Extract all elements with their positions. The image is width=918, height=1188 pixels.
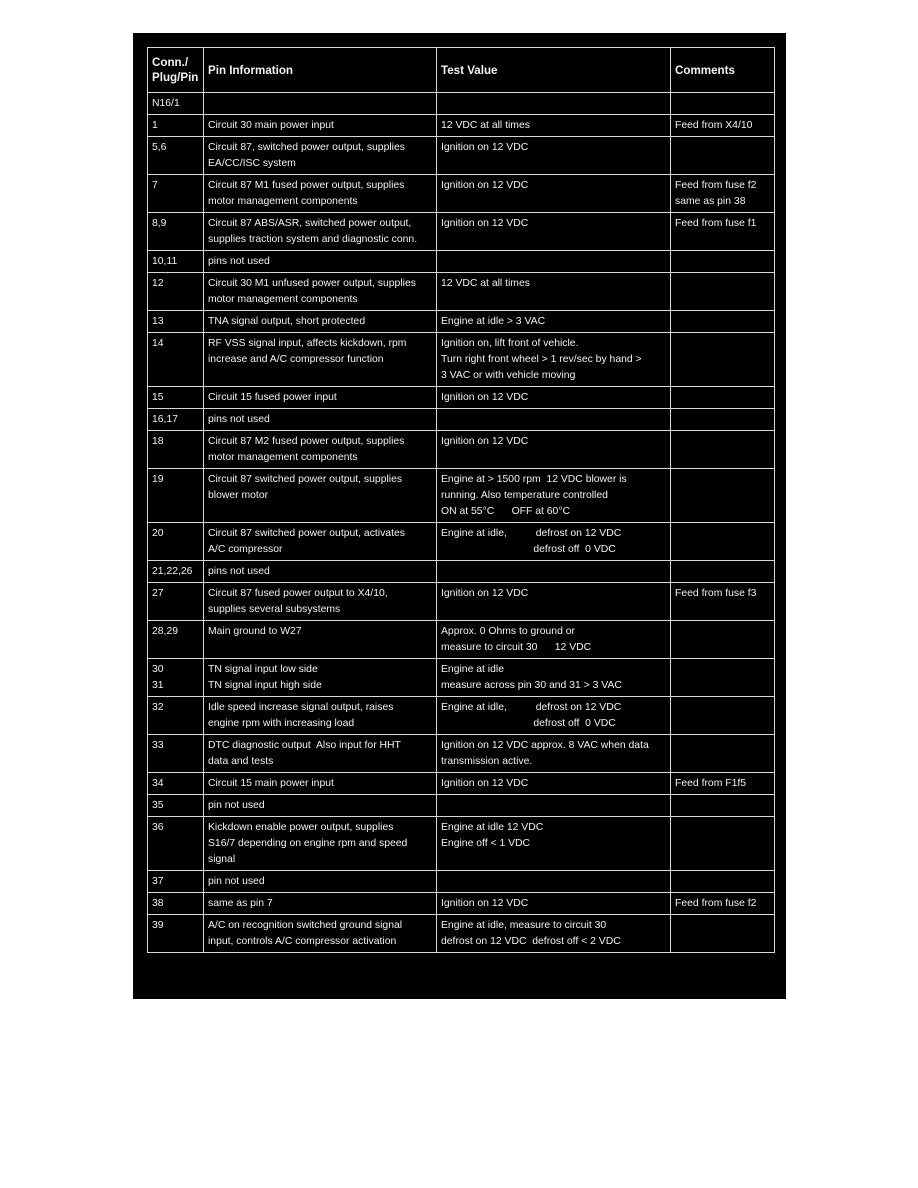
cell-line: defrost on 12 VDC defrost off < 2 VDC bbox=[441, 936, 621, 947]
pin-cell bbox=[148, 697, 204, 735]
cell-line: ON at 55°C OFF at 60°C bbox=[441, 506, 570, 517]
cell-line: TN signal input low side bbox=[208, 664, 318, 675]
cell-line: RF VSS signal input, affects kickdown, rpm bbox=[208, 338, 407, 349]
comment-cell bbox=[671, 387, 775, 409]
cell-line: signal bbox=[208, 854, 236, 865]
cell-line: Main ground to W27 bbox=[208, 626, 302, 637]
table-row bbox=[148, 795, 775, 817]
cell-line: 30 bbox=[152, 664, 164, 675]
test-value-cell bbox=[437, 137, 671, 175]
table-row bbox=[148, 893, 775, 915]
pin-table bbox=[147, 47, 775, 953]
test-value-cell bbox=[437, 523, 671, 561]
cell-line: Engine at idle, defrost on 12 VDC bbox=[441, 702, 622, 713]
test-value-cell bbox=[437, 251, 671, 273]
table-row bbox=[148, 137, 775, 175]
cell-line: Feed from X4/10 bbox=[675, 120, 753, 131]
cell-line: Ignition on 12 VDC bbox=[441, 778, 529, 789]
table-row bbox=[148, 915, 775, 953]
cell-line: 21,22,26 bbox=[152, 566, 193, 577]
cell-line: Circuit 87, switched power output, supplies bbox=[208, 142, 405, 153]
cell-line: 18 bbox=[152, 436, 164, 447]
cell-line: 3 VAC or with vehicle moving bbox=[441, 370, 576, 381]
cell-line: A/C compressor bbox=[208, 544, 283, 555]
test-value-cell bbox=[437, 795, 671, 817]
pin-cell bbox=[148, 137, 204, 175]
cell-line: 10,11 bbox=[152, 256, 178, 267]
cell-line: 28,29 bbox=[152, 626, 179, 637]
cell-line: Feed from fuse f3 bbox=[675, 588, 757, 599]
pin-cell bbox=[148, 583, 204, 621]
cell-line: Engine at idle > 3 VAC bbox=[441, 316, 546, 327]
comment-cell bbox=[671, 735, 775, 773]
test-value-cell bbox=[437, 431, 671, 469]
cell-line: engine rpm with increasing load bbox=[208, 718, 355, 729]
table-body bbox=[148, 93, 775, 953]
pin-cell bbox=[148, 523, 204, 561]
comment-cell bbox=[671, 137, 775, 175]
comment-cell bbox=[671, 583, 775, 621]
pin-cell bbox=[148, 431, 204, 469]
cell-line: Circuit 87 switched power output, supplies bbox=[208, 474, 403, 485]
cell-line: Ignition on 12 VDC bbox=[441, 588, 529, 599]
test-value-cell bbox=[437, 773, 671, 795]
test-value-cell bbox=[437, 333, 671, 387]
header-comments: Comments bbox=[671, 48, 775, 93]
comment-cell bbox=[671, 409, 775, 431]
cell-line: 12 VDC at all times bbox=[441, 120, 530, 131]
table-row bbox=[148, 431, 775, 469]
table-row bbox=[148, 387, 775, 409]
comment-cell bbox=[671, 915, 775, 953]
comment-cell bbox=[671, 659, 775, 697]
cell-line: running. Also temperature controlled bbox=[441, 490, 608, 501]
table-row bbox=[148, 773, 775, 795]
pin-cell bbox=[148, 621, 204, 659]
cell-line: 34 bbox=[152, 778, 164, 789]
info-cell bbox=[204, 387, 437, 409]
cell-line: transmission active. bbox=[441, 756, 533, 767]
test-value-cell bbox=[437, 583, 671, 621]
header-test: Test Value bbox=[437, 48, 671, 93]
table-row bbox=[148, 273, 775, 311]
pin-cell bbox=[148, 311, 204, 333]
comment-cell bbox=[671, 697, 775, 735]
cell-line: 14 bbox=[152, 338, 164, 349]
cell-line: blower motor bbox=[208, 490, 269, 501]
table-row bbox=[148, 561, 775, 583]
cell-line: 39 bbox=[152, 920, 164, 931]
cell-line: Circuit 87 ABS/ASR, switched power output, bbox=[208, 218, 412, 229]
cell-line: Circuit 87 M1 fused power output, supplies bbox=[208, 180, 405, 191]
pin-cell bbox=[148, 251, 204, 273]
cell-line: pin not used bbox=[208, 876, 265, 887]
table-row bbox=[148, 213, 775, 251]
table-row bbox=[148, 175, 775, 213]
test-value-cell bbox=[437, 561, 671, 583]
info-cell bbox=[204, 561, 437, 583]
comment-cell bbox=[671, 251, 775, 273]
cell-line: same as pin 38 bbox=[675, 196, 746, 207]
comment-cell bbox=[671, 523, 775, 561]
pin-cell bbox=[148, 469, 204, 523]
header-row bbox=[148, 48, 775, 93]
info-cell bbox=[204, 773, 437, 795]
info-cell bbox=[204, 251, 437, 273]
cell-line: 38 bbox=[152, 898, 164, 909]
comment-cell bbox=[671, 273, 775, 311]
comment-cell bbox=[671, 333, 775, 387]
cell-line: 15 bbox=[152, 392, 164, 403]
test-value-cell bbox=[437, 893, 671, 915]
cell-line: Engine at idle, measure to circuit 30 bbox=[441, 920, 607, 931]
info-cell bbox=[204, 333, 437, 387]
cell-line: supplies traction system and diagnostic conn. bbox=[208, 234, 418, 245]
test-value-cell bbox=[437, 273, 671, 311]
pin-cell bbox=[148, 871, 204, 893]
pin-cell bbox=[148, 93, 204, 115]
cell-line: pins not used bbox=[208, 414, 270, 425]
cell-line: Ignition on 12 VDC bbox=[441, 436, 529, 447]
cell-line: Circuit 87 fused power output to X4/10, bbox=[208, 588, 388, 599]
table-row bbox=[148, 659, 775, 697]
cell-line: motor management components bbox=[208, 294, 358, 305]
info-cell bbox=[204, 311, 437, 333]
pin-cell bbox=[148, 175, 204, 213]
header-info: Pin Information bbox=[204, 48, 437, 93]
pin-cell bbox=[148, 817, 204, 871]
cell-line: defrost off 0 VDC bbox=[441, 718, 616, 729]
cell-line: Engine off < 1 VDC bbox=[441, 838, 531, 849]
cell-line: Circuit 87 M2 fused power output, supplies bbox=[208, 436, 405, 447]
table-row bbox=[148, 469, 775, 523]
cell-line: data and tests bbox=[208, 756, 274, 767]
pin-cell bbox=[148, 273, 204, 311]
info-cell bbox=[204, 621, 437, 659]
comment-cell bbox=[671, 115, 775, 137]
info-cell bbox=[204, 659, 437, 697]
cell-line: 33 bbox=[152, 740, 164, 751]
test-value-cell bbox=[437, 621, 671, 659]
info-cell bbox=[204, 735, 437, 773]
cell-line: measure across pin 30 and 31 > 3 VAC bbox=[441, 680, 622, 691]
test-value-cell bbox=[437, 213, 671, 251]
header-pin: Conn./ Plug/Pin bbox=[148, 48, 204, 93]
cell-line: Feed from fuse f2 bbox=[675, 180, 757, 191]
pin-cell bbox=[148, 659, 204, 697]
cell-line: motor management components bbox=[208, 452, 358, 463]
pin-cell bbox=[148, 115, 204, 137]
cell-line: Ignition on 12 VDC approx. 8 VAC when data bbox=[441, 740, 649, 751]
comment-cell bbox=[671, 621, 775, 659]
cell-line: 7 bbox=[152, 180, 158, 191]
cell-line: pins not used bbox=[208, 566, 270, 577]
test-value-cell bbox=[437, 311, 671, 333]
table-row bbox=[148, 871, 775, 893]
info-cell bbox=[204, 795, 437, 817]
pin-cell bbox=[148, 735, 204, 773]
cell-line: Ignition on 12 VDC bbox=[441, 392, 529, 403]
table-row bbox=[148, 621, 775, 659]
test-value-cell bbox=[437, 871, 671, 893]
comment-cell bbox=[671, 871, 775, 893]
pin-cell bbox=[148, 773, 204, 795]
table-row bbox=[148, 697, 775, 735]
cell-line: input, controls A/C compressor activation bbox=[208, 936, 397, 947]
pin-cell bbox=[148, 387, 204, 409]
info-cell bbox=[204, 213, 437, 251]
info-cell bbox=[204, 915, 437, 953]
cell-line: Circuit 15 fused power input bbox=[208, 392, 337, 403]
info-cell bbox=[204, 469, 437, 523]
cell-line: 16,17 bbox=[152, 414, 179, 425]
pin-cell bbox=[148, 915, 204, 953]
cell-line: EA/CC/ISC system bbox=[208, 158, 296, 169]
document-panel bbox=[133, 33, 786, 999]
pin-cell bbox=[148, 893, 204, 915]
comment-cell bbox=[671, 795, 775, 817]
cell-line: Circuit 15 main power input bbox=[208, 778, 334, 789]
table-row bbox=[148, 311, 775, 333]
cell-line: 32 bbox=[152, 702, 164, 713]
cell-line: TNA signal output, short protected bbox=[208, 316, 366, 327]
info-cell bbox=[204, 175, 437, 213]
test-value-cell bbox=[437, 735, 671, 773]
cell-line: S16/7 depending on engine rpm and speed bbox=[208, 838, 408, 849]
table-row bbox=[148, 583, 775, 621]
cell-line: Circuit 87 switched power output, activates bbox=[208, 528, 405, 539]
comment-cell bbox=[671, 561, 775, 583]
info-cell bbox=[204, 137, 437, 175]
cell-line: pin not used bbox=[208, 800, 265, 811]
cell-line: increase and A/C compressor function bbox=[208, 354, 384, 365]
cell-line: 35 bbox=[152, 800, 164, 811]
comment-cell bbox=[671, 213, 775, 251]
cell-line: N16/1 bbox=[152, 98, 180, 109]
test-value-cell bbox=[437, 409, 671, 431]
comment-cell bbox=[671, 469, 775, 523]
table-row bbox=[148, 115, 775, 137]
cell-line: Engine at idle, defrost on 12 VDC bbox=[441, 528, 622, 539]
info-cell bbox=[204, 523, 437, 561]
info-cell bbox=[204, 93, 437, 115]
pin-cell bbox=[148, 795, 204, 817]
comment-cell bbox=[671, 817, 775, 871]
cell-line: Circuit 30 M1 unfused power output, supplies bbox=[208, 278, 416, 289]
cell-line: 5,6 bbox=[152, 142, 167, 153]
table-row bbox=[148, 817, 775, 871]
pin-cell bbox=[148, 409, 204, 431]
table-row bbox=[148, 251, 775, 273]
cell-line: supplies several subsystems bbox=[208, 604, 341, 615]
cell-line: measure to circuit 30 12 VDC bbox=[441, 642, 592, 653]
cell-line: Feed from fuse f2 bbox=[675, 898, 757, 909]
cell-line: same as pin 7 bbox=[208, 898, 273, 909]
cell-line: Ignition on 12 VDC bbox=[441, 142, 529, 153]
cell-line: pins not used bbox=[208, 256, 270, 267]
cell-line: Approx. 0 Ohms to ground or bbox=[441, 626, 575, 637]
cell-line: Engine at idle 12 VDC bbox=[441, 822, 544, 833]
test-value-cell bbox=[437, 817, 671, 871]
test-value-cell bbox=[437, 915, 671, 953]
test-value-cell bbox=[437, 469, 671, 523]
pin-cell bbox=[148, 213, 204, 251]
info-cell bbox=[204, 409, 437, 431]
cell-line: defrost off 0 VDC bbox=[441, 544, 616, 555]
cell-line: TN signal input high side bbox=[208, 680, 322, 691]
comment-cell bbox=[671, 893, 775, 915]
table-row bbox=[148, 93, 775, 115]
cell-line: Engine at > 1500 rpm 12 VDC blower is bbox=[441, 474, 627, 485]
cell-line: 13 bbox=[152, 316, 164, 327]
info-cell bbox=[204, 871, 437, 893]
cell-line: Engine at idle bbox=[441, 664, 504, 675]
table-row bbox=[148, 523, 775, 561]
comment-cell bbox=[671, 175, 775, 213]
cell-line: Ignition on 12 VDC bbox=[441, 898, 529, 909]
cell-line: A/C on recognition switched ground signal bbox=[208, 920, 403, 931]
test-value-cell bbox=[437, 659, 671, 697]
cell-line: 31 bbox=[152, 680, 164, 691]
test-value-cell bbox=[437, 387, 671, 409]
info-cell bbox=[204, 431, 437, 469]
cell-line: DTC diagnostic output Also input for HHT bbox=[208, 740, 401, 751]
info-cell bbox=[204, 115, 437, 137]
test-value-cell bbox=[437, 93, 671, 115]
cell-line: Ignition on 12 VDC bbox=[441, 218, 529, 229]
cell-line: Turn right front wheel > 1 rev/sec by hand > bbox=[441, 354, 642, 365]
cell-line: 27 bbox=[152, 588, 164, 599]
comment-cell bbox=[671, 773, 775, 795]
cell-line: Kickdown enable power output, supplies bbox=[208, 822, 394, 833]
cell-line: Idle speed increase signal output, raises bbox=[208, 702, 394, 713]
table-row bbox=[148, 735, 775, 773]
table-row bbox=[148, 333, 775, 387]
cell-line: 1 bbox=[152, 120, 158, 131]
comment-cell bbox=[671, 93, 775, 115]
cell-line: Feed from F1f5 bbox=[675, 778, 747, 789]
info-cell bbox=[204, 697, 437, 735]
cell-line: 12 bbox=[152, 278, 164, 289]
comment-cell bbox=[671, 311, 775, 333]
test-value-cell bbox=[437, 175, 671, 213]
test-value-cell bbox=[437, 115, 671, 137]
cell-line: 20 bbox=[152, 528, 164, 539]
cell-line: 8,9 bbox=[152, 218, 167, 229]
table-row bbox=[148, 409, 775, 431]
cell-line: Ignition on, lift front of vehicle. bbox=[441, 338, 579, 349]
cell-line: Feed from fuse f1 bbox=[675, 218, 757, 229]
comment-cell bbox=[671, 431, 775, 469]
info-cell bbox=[204, 583, 437, 621]
pin-cell bbox=[148, 561, 204, 583]
cell-line: motor management components bbox=[208, 196, 358, 207]
cell-line: 37 bbox=[152, 876, 164, 887]
cell-line: 19 bbox=[152, 474, 164, 485]
cell-line: Circuit 30 main power input bbox=[208, 120, 334, 131]
info-cell bbox=[204, 893, 437, 915]
info-cell bbox=[204, 273, 437, 311]
test-value-cell bbox=[437, 697, 671, 735]
info-cell bbox=[204, 817, 437, 871]
cell-line: 12 VDC at all times bbox=[441, 278, 530, 289]
cell-line: Ignition on 12 VDC bbox=[441, 180, 529, 191]
pin-cell bbox=[148, 333, 204, 387]
cell-line: 36 bbox=[152, 822, 164, 833]
